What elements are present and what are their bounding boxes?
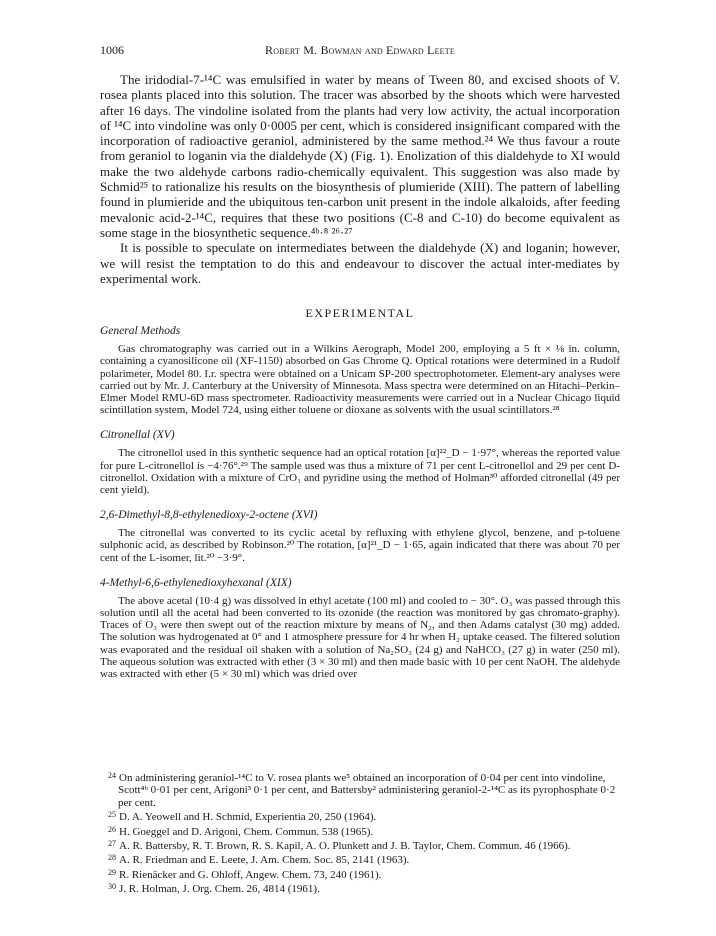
footnote-text: On administering geraniol-¹⁴C to V. rosea plants we⁵ obtained an incorporation of 0·04 per cent into vindoline, Scott⁴ᵇ 0·01 per cent, Arigoni³ 0·1 per cent, and Battersby² administering geraniol-2-¹⁴C as its pyrophosphate 0·2 per cent. bbox=[118, 772, 616, 809]
section-heading-dimethyl-octene: 2,6-Dimethyl-8,8-ethylenedioxy-2-octene (XVI) bbox=[100, 509, 318, 522]
footnote bbox=[100, 838, 620, 852]
footnote-text: A. R. Friedman and E. Leete, J. Am. Chem. Soc. 85, 2141 (1963). bbox=[119, 854, 410, 867]
footnote-number: 27 bbox=[108, 839, 116, 849]
section-text-dimethyl-octene: The citronellal was converted to its cyclic acetal by refluxing with ethylene glycol, benzene, and p-toluene sulphonic acid, as described by Robinson.²⁰ The rotation, [α]²¹_D − 1·65, again indicated that there was about 70 per cent of the L-isomer, lit.²⁰ −3·9°. bbox=[100, 527, 620, 564]
section-heading-citronellal: Citronellal (XV) bbox=[100, 429, 175, 442]
footnote bbox=[100, 809, 620, 823]
section-heading-general-methods: General Methods bbox=[100, 325, 181, 338]
footnote-number: 25 bbox=[108, 810, 116, 820]
experimental-heading: EXPERIMENTAL bbox=[305, 306, 415, 321]
section-text-methyl-hexanal: The above acetal (10·4 g) was dissolved in ethyl acetate (100 ml) and cooled to − 30°. O₃ was passed through this solution until all the acetal had been converted to its ozonide (the reaction was monitored by gas chromato-graphy). Traces of O₃ were then swept out of the reaction mixture by means of N₂, and then Adams catalyst (30 mg) added. The solution was hydrogenated at 0° and 1 atmosphere pressure for 4 hr when H₂ uptake ceased. The filtered solution was evaporated and the residual oil shaken with a solution of Na₂SO₃ (24 g) and NaHCO₃ (27 g) in water (250 ml). The aqueous solution was extracted with ether (3 × 30 ml) and then made basic with 10 per cent NaOH. The aldehyde was extracted with ether (5 × 30 ml) which was dried over bbox=[100, 594, 620, 681]
section-text-general-methods: Gas chromatography was carried out in a Wilkins Aerograph, Model 200, employing a 5 ft × ⅛ in. column, containing a cyanosilicone oil (XF-1150) absorbed on Gas Chrome Q. Optical rotations were determined in a Rudolf polarimeter, Model 80. I.r. spectra were obtained on a Unicam SP-200 spectrophotometer. Element-ary analyses were carried out by Mr. J. Canterbury at the University of Minnesota. Mass spectra were determined on an Hitachi–Perkin–Elmer Model RMU-6D mass spectrometer. Radioactivity measurements were carried out in a Nuclear Chicago liquid scintillation system, Model 724, using either toluene or dioxane as solvents with the usual scintillators.²⁸ bbox=[100, 343, 620, 417]
footnote bbox=[100, 824, 620, 838]
footnotes bbox=[100, 770, 620, 896]
footnote-number: 24 bbox=[108, 771, 116, 780]
footnote bbox=[100, 881, 620, 895]
footnote-text: D. A. Yeowell and H. Schmid, Experientia 20, 250 (1964). bbox=[119, 811, 377, 824]
footnote bbox=[100, 852, 620, 866]
section-heading-methyl-hexanal: 4-Methyl-6,6-ethylenedioxyhexanal (XIX) bbox=[100, 576, 292, 589]
running-title: Robert M. Bowman and Edward Leete bbox=[265, 43, 455, 57]
intro-paragraph-1: The iridodial-7-¹⁴C was emulsified in water by means of Tween 80, and excised shoots of V. rosea plants placed into this solution. The tracer was absorbed by the shoots which were harvested after 16 days. The vindoline isolated from the plants had very low activity, the actual incorporation of ¹⁴C into vindoline was only 0·0005 per cent, which is considered insignificant compared with the incorporation of radioactive geraniol, administered by the same method.²⁴ We thus favour a route from geraniol to loganin via the dialdehyde (X) (Fig. 1). Enolization of this dialdehyde to XI would make the two aldehyde carbons radio-chemically equivalent. This suggestion was also made by Schmid²⁵ to rationalize his results on the biosynthesis of plumieride (XIII). The pattern of labelling found in plumieride and the ubiquitous ten-carbon unit present in the indole alkaloids, after feeding mevalonic acid-2-¹⁴C, requires that these two positions (C-8 and C-10) do become equivalent as some stage in the biosynthetic sequence.⁴ᵇ·⁸ ²⁶·²⁷ bbox=[100, 72, 620, 240]
intro-paragraph-2: It is possible to speculate on intermediates between the dialdehyde (X) and loganin; however, we will resist the temptation to do this and endeavour to discover the actual inter-mediates by experimental work. bbox=[100, 240, 620, 286]
footnote-number: 29 bbox=[108, 867, 116, 877]
footnote-number: 30 bbox=[108, 882, 116, 892]
section-text-citronellal: The citronellol used in this synthetic sequence had an optical rotation [α]²²_D − 1·97°, whereas the reported value for pure L-citronellol is −4·76°.²⁹ The sample used was thus a mixture of 71 per cent L-citronellol and 29 per cent D-citronellol. Oxidation with a mixture of CrO₃ and pyridine using the method of Holman³⁰ afforded citronellal (49 per cent yield). bbox=[100, 447, 620, 496]
footnote-text: R. Rienäcker and G. Ohloff, Angew. Chem. 73, 240 (1961). bbox=[119, 868, 382, 881]
main-text bbox=[100, 72, 620, 680]
footnote-number: 28 bbox=[108, 853, 116, 863]
footnote bbox=[100, 770, 620, 809]
footnote bbox=[100, 867, 620, 881]
footnote-number: 26 bbox=[108, 824, 116, 834]
page-header bbox=[100, 43, 620, 59]
footnote-text: H. Goeggel and D. Arigoni, Chem. Commun. 538 (1965). bbox=[119, 825, 374, 838]
footnote-text: J. R. Holman, J. Org. Chem. 26, 4814 (1961). bbox=[119, 883, 320, 896]
page-number: 1006 bbox=[100, 43, 124, 57]
footnote-text: A. R. Battersby, R. T. Brown, R. S. Kapil, A. O. Plunkett and J. B. Taylor, Chem. Commun. 46 (1966). bbox=[119, 840, 571, 853]
